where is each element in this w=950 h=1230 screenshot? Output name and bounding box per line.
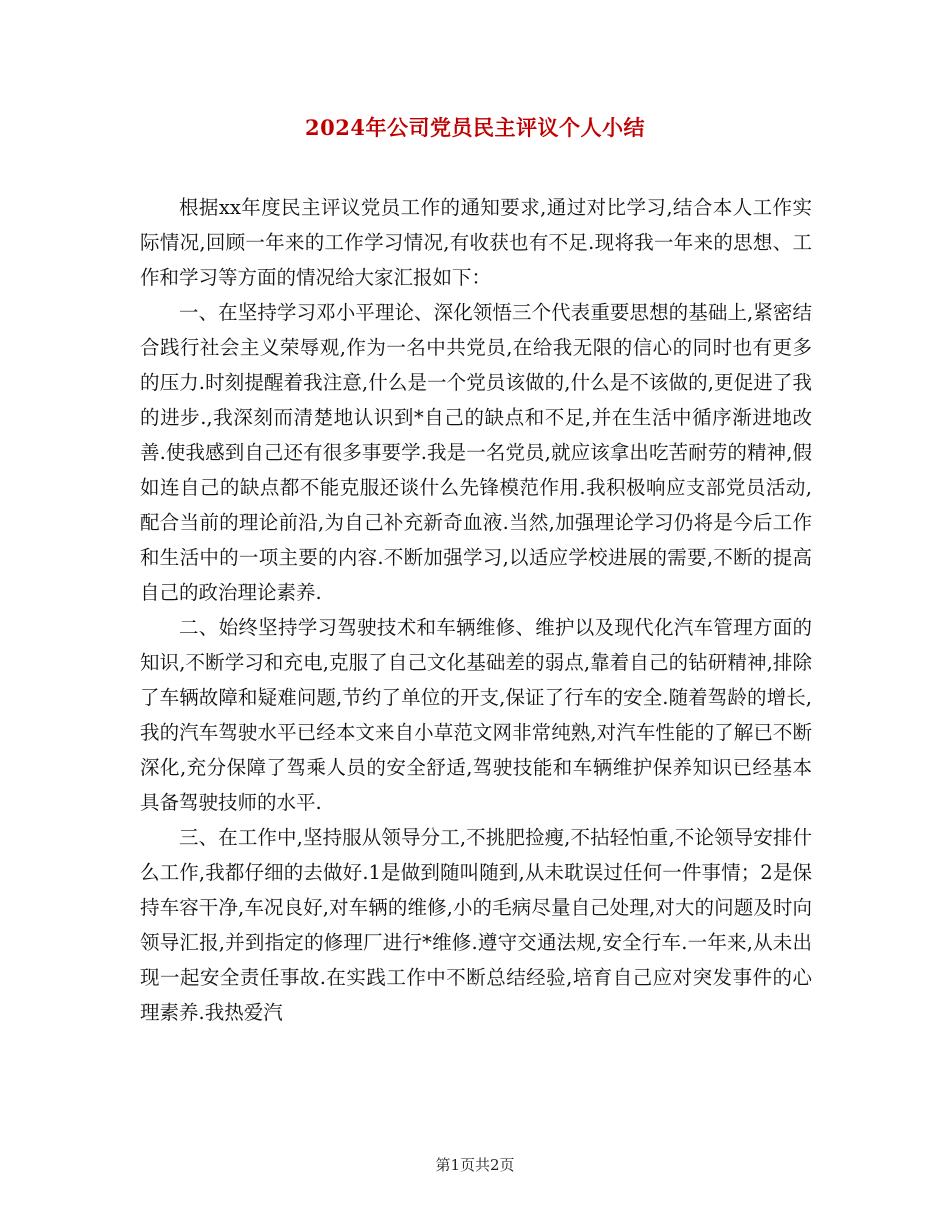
- paragraph-section-1: 一、在坚持学习邓小平理论、深化领悟三个代表重要思想的基础上,紧密结合践行社会主义荣辱观,作为一名中共党员,在给我无限的信心的同时也有更多的压力.时刻提醒着我注意,什么是一个党员该做的,什么是不该做的,更促进了我的进步.,我深刻而清楚地认识到*自己的缺点和不足,并在生活中循序渐进地改善.使我感到自己还有很多事要学.我是一名党员,就应该拿出吃苦耐劳的精神,假如连自己的缺点都不能克服还谈什么先锋模范作用.我积极响应支部党员活动,配合当前的理论前沿,为自己补充新奇血液.当然,加强理论学习仍将是今后工作和生活中的一项主要的内容.不断加强学习,以适应学校进展的需要,不断的提高自己的政治理论素养.: [140, 301, 812, 604]
- page-footer: 第1页共2页: [435, 1156, 515, 1174]
- paragraph-intro: 根据xx年度民主评议党员工作的通知要求,通过对比学习,结合本人工作实际情况,回顾一年来的工作学习情况,有收获也有不足.现将我一年来的思想、工作和学习等方面的情况给大家汇报如下：: [140, 196, 812, 289]
- document-body: [140, 190, 812, 1030]
- paragraph-section-3: 三、在工作中,坚持服从领导分工,不挑肥捡瘦,不拈轻怕重,不论领导安排什么工作,我都仔细的去做好.1是做到随叫随到,从未耽误过任何一件事情；2是保持车容干净,车况良好,对车辆的维修,小的毛病尽量自己处理,对大的问题及时向领导汇报,并到指定的修理厂进行*维修.遵守交通法规,安全行车.一年来,从未出现一起安全责任事故.在实践工作中不断总结经验,培育自己应对突发事件的心理素养.我热爱汽: [140, 826, 812, 1024]
- paragraph-section-2: 二、始终坚持学习驾驶技术和车辆维修、维护以及现代化汽车管理方面的知识,不断学习和充电,克服了自己文化基础差的弱点,靠着自己的钻研精神,排除了车辆故障和疑难问题,节约了单位的开支,保证了行车的安全.随着驾龄的增长,我的汽车驾驶水平已经本文来自小草范文网非常纯熟,对汽车性能的了解已不断深化,充分保障了驾乘人员的安全舒适,驾驶技能和车辆维护保养知识已经基本具备驾驶技师的水平.: [140, 616, 812, 814]
- document-title: 2024年公司党员民主评议个人小结: [305, 115, 645, 140]
